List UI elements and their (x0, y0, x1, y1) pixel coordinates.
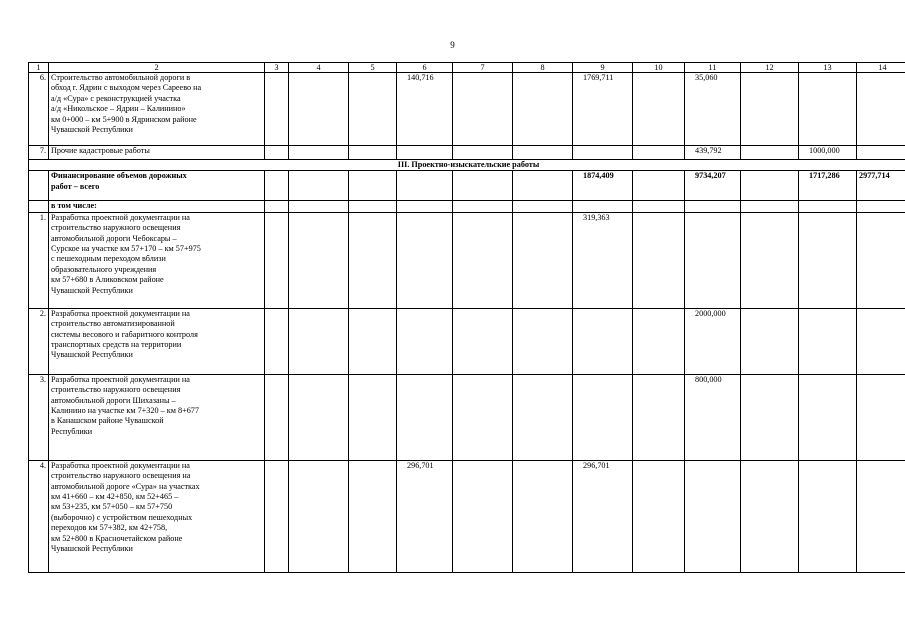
row-number: 3. (29, 374, 49, 460)
row-description: Разработка проектной документации на строительство автоматизированной системы весового и габаритного контроля транспортных средств на территории Чувашской Республики (49, 308, 265, 374)
table-row (29, 212, 905, 308)
total-col-13: 1717,286 (799, 171, 857, 201)
table-row (29, 146, 905, 160)
financing-table (28, 62, 905, 573)
row-number: 6. (29, 73, 49, 146)
column-number: 8 (513, 63, 573, 73)
column-number: 12 (741, 63, 799, 73)
including-row (29, 201, 905, 212)
value-col-11: 35,060 (685, 73, 741, 146)
total-col-9: 1874,409 (573, 171, 633, 201)
value-col-11: 800,000 (685, 374, 741, 460)
column-number: 7 (453, 63, 513, 73)
row-description: Разработка проектной документации на строительство наружного освещения автомобильной дороги Чебоксары – Сурское на участке км 57+170 – км 57+975 с пешеходным переходом вблизи образовательного учреждения км 57+680 в Аликовском районе Чувашской Республики (49, 212, 265, 308)
value-col-11: 2000,000 (685, 308, 741, 374)
section-heading-row (29, 160, 905, 171)
page-number: 9 (450, 40, 455, 50)
column-number-row (29, 63, 905, 73)
column-number: 9 (573, 63, 633, 73)
table-row (29, 460, 905, 572)
total-col-14: 2977,714 (857, 171, 905, 201)
including-label: в том числе: (49, 201, 265, 212)
table-row (29, 308, 905, 374)
column-number: 6 (397, 63, 453, 73)
value-col-9: 319,363 (573, 212, 633, 308)
row-description: Прочие кадастровые работы (49, 146, 265, 160)
column-number: 3 (265, 63, 289, 73)
column-number: 14 (857, 63, 905, 73)
total-row (29, 171, 905, 201)
row-description: Разработка проектной документации на строительство наружного освещения автомобильной дороги Шихазаны – Калинино на участке км 7+320 – км 8+677 в Канашском районе Чувашской Республики (49, 374, 265, 460)
row-number: 7. (29, 146, 49, 160)
value-col-9: 296,701 (573, 460, 633, 572)
total-description: Финансирование объемов дорожных работ – всего (49, 171, 265, 201)
row-number: 1. (29, 212, 49, 308)
value-col-6: 296,701 (397, 460, 453, 572)
column-number: 11 (685, 63, 741, 73)
row-number: 2. (29, 308, 49, 374)
value-col-13: 1000,000 (799, 146, 857, 160)
total-col-11: 9734,207 (685, 171, 741, 201)
row-description: Разработка проектной документации на строительство наружного освещения на автомобильной дороге «Сура» на участках км 41+660 – км 42+850, км 52+465 – км 53+235, км 57+050 – км 57+750 (выборочно) с устройством пешеходных переходов км 57+382, км 42+758, км 52+800 в Красночетайском районе Чувашской Республики (49, 460, 265, 572)
value-col-6: 140,716 (397, 73, 453, 146)
row-description: Строительство автомобильной дороги в обход г. Ядрин с выходом через Сареево на а/д «Сура» с реконструкцией участка а/д «Никольское – Ядрин – Калинино» км 0+000 – км 5+900 в Ядринском районе Чувашской Республики (49, 73, 265, 146)
table-row (29, 73, 905, 146)
column-number: 13 (799, 63, 857, 73)
column-number: 5 (349, 63, 397, 73)
value-col-11: 439,792 (685, 146, 741, 160)
section-title: III. Проектно-изыскательские работы (29, 160, 905, 171)
column-number: 1 (29, 63, 49, 73)
column-number: 4 (289, 63, 349, 73)
column-number: 10 (633, 63, 685, 73)
value-col-9: 1769,711 (573, 73, 633, 146)
row-number: 4. (29, 460, 49, 572)
table-row (29, 374, 905, 460)
column-number: 2 (49, 63, 265, 73)
